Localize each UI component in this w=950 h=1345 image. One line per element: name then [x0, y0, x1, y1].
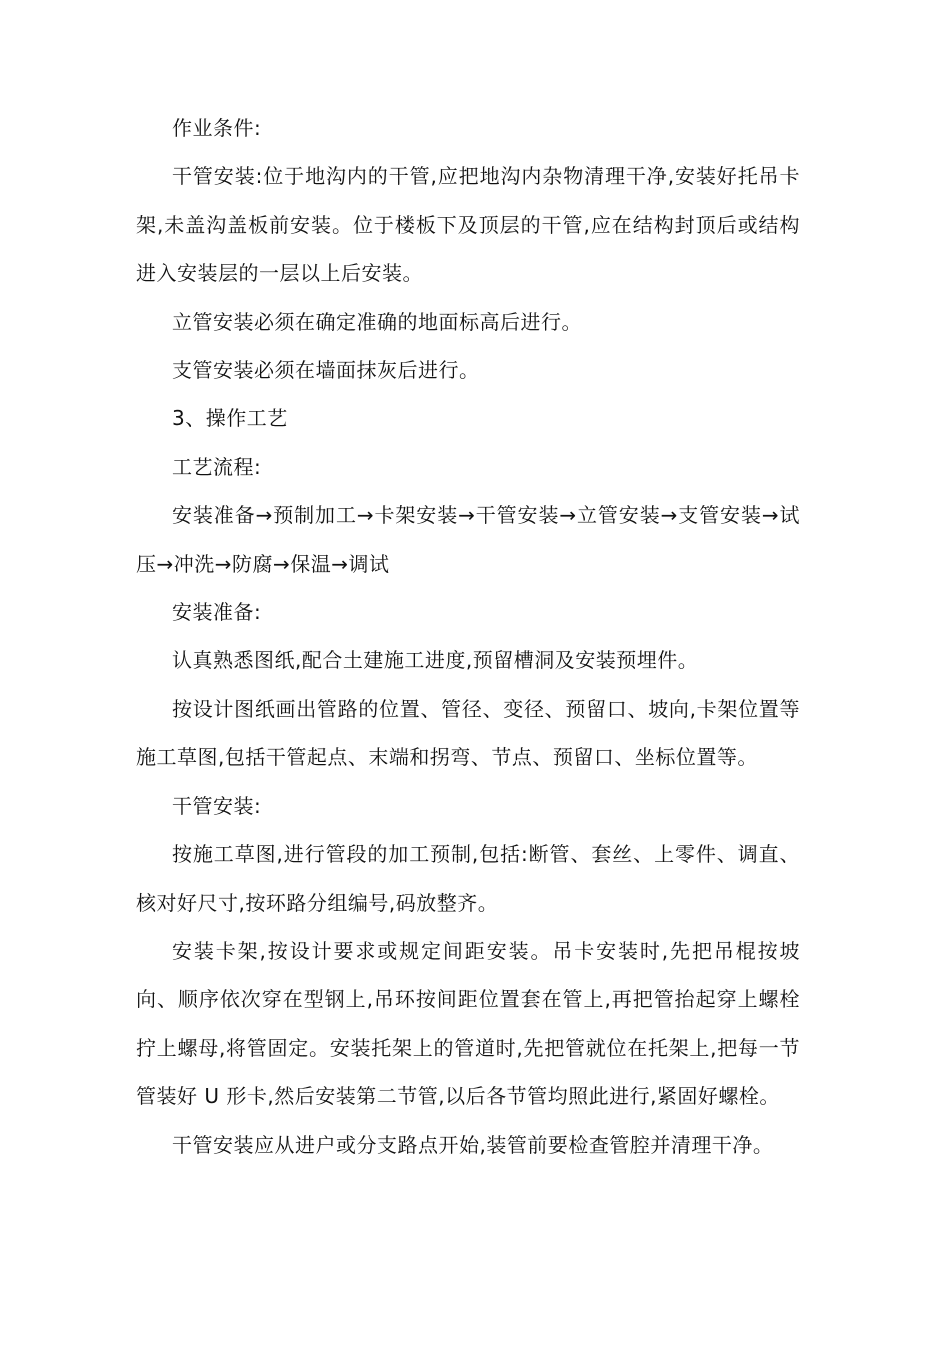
document-page: [136, 104, 800, 1169]
paragraph-riser-conditions: 立管安装必须在确定准确的地面标高后进行。: [172, 309, 582, 334]
paragraph-process-flow-title: 工艺流程:: [172, 454, 262, 479]
paragraph-prefabrication: 按施工草图,进行管段的加工预制,包括:断管、套丝、上零件、调直、核对好尺寸,按环路分组编号,码放整齐。: [136, 842, 800, 915]
paragraph-preparation-sketch: 按设计图纸画出管路的位置、管径、变径、预留口、坡向,卡架位置等施工草图,包括干管起点、末端和拐弯、节点、预留口、坐标位置等。: [136, 696, 800, 770]
paragraph-preparation-drawings: 认真熟悉图纸,配合土建施工进度,预留槽洞及安装预埋件。: [172, 648, 699, 673]
paragraph-preparation-title: 安装准备:: [172, 600, 262, 625]
paragraph-work-conditions: 作业条件:: [172, 116, 262, 140]
paragraph-bracket-install: 安装卡架,按设计要求或规定间距安装。吊卡安装时,先把吊棍按坡向、顺序依次穿在型钢上,吊环按间距位置套在管上,再把管抬起穿上螺栓拧上螺母,将管固定。安装托架上的管道时,先把管就位在托架上,把每一节管装好 U 形卡,然后安装第二节管,以后各节管均照此进行,紧固好螺栓。: [136, 938, 800, 1109]
paragraph-main-pipe-start: 干管安装应从进户或分支路点开始,装管前要检查管腔并清理干净。: [172, 1132, 774, 1157]
paragraph-main-pipe-title: 干管安装:: [172, 793, 262, 818]
section-heading-process: 3、操作工艺: [172, 406, 288, 431]
paragraph-main-pipe-conditions: 干管安装:位于地沟内的干管,应把地沟内杂物清理干净,安装好托吊卡架,未盖沟盖板前安装。位于楼板下及顶层的干管,应在结构封顶后或结构进入安装层的一层以上后安装。: [136, 164, 800, 286]
paragraph-process-flow: 安装准备→预制加工→卡架安装→干管安装→立管安装→支管安装→试压→冲洗→防腐→保温→调试: [136, 503, 800, 576]
paragraph-branch-conditions: 支管安装必须在墙面抹灰后进行。: [172, 358, 480, 383]
